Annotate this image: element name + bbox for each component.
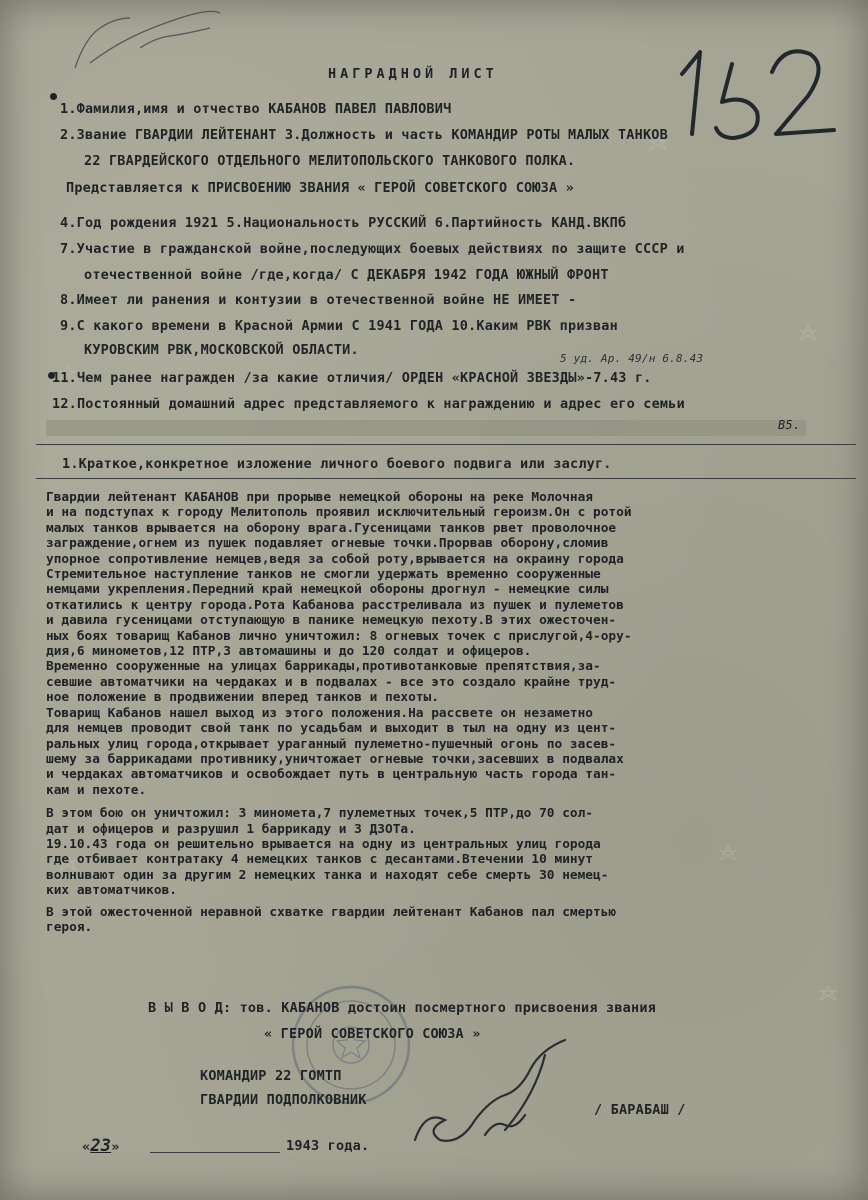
line-12-address: 12.Постоянный домашний адрес представляемого к награждению и адрес его семьи <box>52 396 685 412</box>
redacted-area <box>46 420 806 436</box>
date-day: «23» <box>82 1136 120 1156</box>
line-8-wounds: 8.Имеет ли ранения и контузии в отечественной войне НЕ ИМЕЕТ - <box>60 292 577 308</box>
body-line: волнuвают один за другим 2 немецких танка и находят себе смерть 30 немец- <box>46 867 609 883</box>
handwritten-number <box>672 34 842 144</box>
body-line: и давила гусеницами отступающую в панике немецкую пехоту.В этих ожесточен- <box>46 613 617 629</box>
body-line: для немцев проводит свой танк по усадьбам и выходит в тыл на одну из цент- <box>46 721 617 737</box>
hand-mark: В5. <box>778 418 801 432</box>
body-line: откатились к центру города.Рота Кабанова расстреливала из пушек и пулеметов <box>46 597 624 613</box>
body-line: малых танков врывается на оборону врага.Гусеницами танков рвет проволочное <box>46 520 617 536</box>
commander-line-2: ГВАРДИИ ПОДПОЛКОВНИК <box>200 1092 367 1108</box>
body-line: кам и пехоте. <box>46 782 147 798</box>
line-1-name: 1.Фамилия,имя и отчество КАБАНОВ ПАВЕЛ ПАВЛОВИЧ <box>60 101 452 117</box>
body-line: ральных улиц города,открывает ураганный пулеметно-пушечный огонь по засев- <box>46 736 617 752</box>
body-line: упорное сопротивление немцев,ведя за собой роту,врывается на окраину города <box>46 551 624 567</box>
body-line: 19.10.43 года он решительно врывается на одну из центральных улиц города <box>46 836 601 852</box>
conclusion-line-1: В Ы В О Д: тов. КАБАНОВ достоин посмертного присвоения звания <box>148 1000 656 1016</box>
body-line: шему за баррикадами противнику,уничтожает огневые точки,засевших в подвалах <box>46 751 624 767</box>
line-4-birth: 4.Год рождения 1921 5.Национальность РУССКИЙ 6.Партийность КАНД.ВКПб <box>60 215 627 231</box>
commander-line-1: КОМАНДИР 22 ГОМТП <box>200 1068 342 1084</box>
top-divider <box>36 444 856 445</box>
section-heading: 1.Краткое,конкретное изложение личного боевого подвига или заслуг. <box>62 456 612 472</box>
body-line: и чердаках автоматчиков и освобождает путь в центральную часть города тан- <box>46 767 617 783</box>
body-line: где отбивает контратаку 4 немецких танков с десантами.Втечении 10 минут <box>46 852 594 868</box>
line-9-service: 9.С какого времени в Красной Армии С 1941 ГОДА 10.Каким РВК призван <box>60 318 618 334</box>
margin-handwriting <box>70 8 240 78</box>
body-line: Гвардии лейтенант КАБАНОВ при прорыве немецкой обороны на реке Молочная <box>46 490 594 505</box>
date-year: 1943 года. <box>286 1138 370 1154</box>
line-7-participation: 7.Участие в гражданской войне,последующих боевых действиях по защите СССР и <box>60 241 685 257</box>
body-line: немцами укрепления.Передний край немецкой обороны дрогнул - немецкие силы <box>46 582 609 598</box>
handwritten-signature <box>395 1035 595 1155</box>
body-line: и на подступах к городу Мелитополь проявил исключительный героизм.Он с ротой <box>46 505 632 521</box>
body-line: героя. <box>46 919 93 935</box>
date-day-value: 23 <box>90 1136 112 1156</box>
line-nomination: Представляется к ПРИСВОЕНИЮ ЗВАНИЯ « ГЕРОЙ СОВЕТСКОГО СОЮЗА » <box>66 180 574 196</box>
line-10-rvk: КУРОВСКИМ РВК,МОСКОВСКОЙ ОБЛАСТИ. <box>84 342 359 358</box>
signer-name: / БАРАБАШ / <box>594 1102 686 1118</box>
body-line: В этой ожесточенной неравной схватке гвардии лейтенант Кабанов пал смертью <box>46 904 617 920</box>
body-line: Товарищ Кабанов нашел выход из этого положения.На рассвете он незаметно <box>46 705 594 721</box>
line-7b-front: отечественной войне /где,когда/ С ДЕКАБРЯ 1942 ГОДА ЮЖНЫЙ ФРОНТ <box>84 267 609 283</box>
body-line: Временно сооруженные на улицах баррикады,противотанковые препятствия,за- <box>46 659 601 675</box>
line-2b-unit: 22 ГВАРДЕЙСКОГО ОТДЕЛЬНОГО МЕЛИТОПОЛЬСКОГО ТАНКОВОГО ПОЛКА. <box>84 153 576 169</box>
body-line: Стремительное наступление танков не смогли удержать временно сооруженные <box>46 567 601 583</box>
feat-description <box>46 478 854 935</box>
body-line: дия,6 минометов,12 ПТР,3 автомашины и до 120 солдат и офицеров. <box>46 644 532 660</box>
line-11-awards: 11.Чем ранее награжден /за какие отличия/ ОРДЕН «КРАСНОЙ ЗВЕЗДЫ»-7.43 г. <box>52 370 652 386</box>
body-line: ное положение в продвижении вперед танков и пехоты. <box>46 690 439 706</box>
body-line: ких автоматчиков. <box>46 883 177 899</box>
date-month-line <box>150 1152 280 1153</box>
conclusion-line-2: « ГЕРОЙ СОВЕТСКОГО СОЮЗА » <box>264 1026 481 1042</box>
punch-dot <box>50 93 57 100</box>
body-line: севшие автоматчики на чердаках и в подвалах - все это создало крайне труд- <box>46 674 617 690</box>
document-title: НАГРАДНОЙ ЛИСТ <box>328 66 498 82</box>
hand-note-award: 5 уд. Ар. 49/н 6.8.43 <box>560 352 704 365</box>
body-line: дат и офицеров и разрушил 1 баррикаду и 3 ДЗОТа. <box>46 821 416 837</box>
line-2-rank: 2.Звание ГВАРДИИ ЛЕЙТЕНАНТ 3.Должность и часть КОМАНДИР РОТЫ МАЛЫХ ТАНКОВ <box>60 127 668 143</box>
body-line: ных боях товарищ Кабанов лично уничтожил: 8 огневых точек с прислугой,4-ору- <box>46 628 632 644</box>
body-line: В этом бою он уничтожил: 3 миномета,7 пулеметных точек,5 ПТР,до 70 сол- <box>46 806 594 822</box>
body-line: заграждение,огнем из пушек подавляет огневые точки.Прорвав оборону,сломив <box>46 536 609 552</box>
